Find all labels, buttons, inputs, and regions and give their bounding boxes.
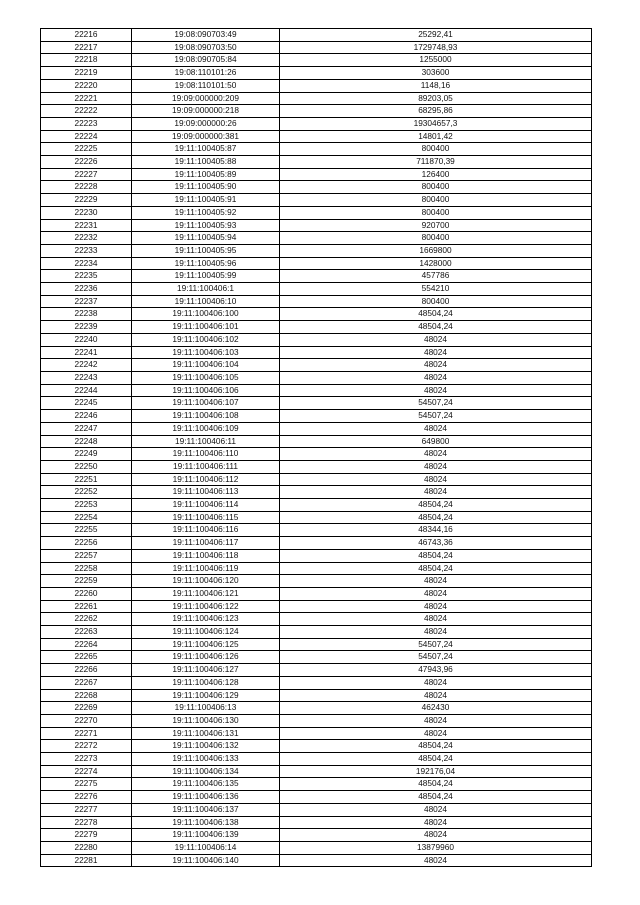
- row-number-cell: 22242: [41, 359, 132, 372]
- row-number-cell: 22240: [41, 333, 132, 346]
- row-number-cell: 22246: [41, 410, 132, 423]
- table-row: [41, 105, 592, 118]
- table-row: [41, 791, 592, 804]
- cadastral-number-cell: 19:11:100406:123: [132, 613, 280, 626]
- cadastral-number-cell: 19:11:100406:105: [132, 371, 280, 384]
- cadastral-number-cell: 19:11:100405:95: [132, 244, 280, 257]
- row-number-cell: 22241: [41, 346, 132, 359]
- value-cell: 48504,24: [280, 562, 592, 575]
- value-cell: 48024: [280, 854, 592, 867]
- cadastral-number-cell: 19:11:100406:124: [132, 626, 280, 639]
- table-row: [41, 460, 592, 473]
- cadastral-number-cell: 19:11:100406:102: [132, 333, 280, 346]
- table-row: [41, 575, 592, 588]
- table-row: [41, 371, 592, 384]
- table-row: [41, 664, 592, 677]
- cadastral-number-cell: 19:11:100406:132: [132, 740, 280, 753]
- row-number-cell: 22224: [41, 130, 132, 143]
- row-number-cell: 22231: [41, 219, 132, 232]
- table-row: [41, 92, 592, 105]
- cadastral-number-cell: 19:11:100406:10: [132, 295, 280, 308]
- row-number-cell: 22252: [41, 486, 132, 499]
- table-row: [41, 41, 592, 54]
- cadastral-number-cell: 19:11:100406:134: [132, 765, 280, 778]
- row-number-cell: 22273: [41, 753, 132, 766]
- table-row: [41, 714, 592, 727]
- cadastral-number-cell: 19:11:100406:133: [132, 753, 280, 766]
- row-number-cell: 22274: [41, 765, 132, 778]
- cadastral-number-cell: 19:11:100405:88: [132, 156, 280, 169]
- table-row: [41, 29, 592, 42]
- value-cell: 48024: [280, 689, 592, 702]
- table-row: [41, 54, 592, 67]
- value-cell: 711870,39: [280, 156, 592, 169]
- value-cell: 48024: [280, 829, 592, 842]
- value-cell: 48504,24: [280, 791, 592, 804]
- cadastral-number-cell: 19:11:100406:139: [132, 829, 280, 842]
- cadastral-number-cell: 19:11:100406:104: [132, 359, 280, 372]
- cadastral-number-cell: 19:11:100406:129: [132, 689, 280, 702]
- cadastral-number-cell: 19:11:100405:87: [132, 143, 280, 156]
- value-cell: 48024: [280, 626, 592, 639]
- table-row: [41, 422, 592, 435]
- table-row: [41, 257, 592, 270]
- cadastral-number-cell: 19:11:100405:90: [132, 181, 280, 194]
- cadastral-number-cell: 19:11:100406:131: [132, 727, 280, 740]
- table-row: [41, 613, 592, 626]
- cadastral-number-cell: 19:11:100406:14: [132, 842, 280, 855]
- table-row: [41, 803, 592, 816]
- value-cell: 19304657,3: [280, 117, 592, 130]
- table-row: [41, 397, 592, 410]
- cadastral-number-cell: 19:11:100406:130: [132, 714, 280, 727]
- row-number-cell: 22263: [41, 626, 132, 639]
- value-cell: 48024: [280, 676, 592, 689]
- row-number-cell: 22268: [41, 689, 132, 702]
- cadastral-number-cell: 19:11:100406:121: [132, 587, 280, 600]
- cadastral-number-cell: 19:08:090703:49: [132, 29, 280, 42]
- row-number-cell: 22259: [41, 575, 132, 588]
- value-cell: 800400: [280, 143, 592, 156]
- value-cell: 48024: [280, 803, 592, 816]
- table-row: [41, 295, 592, 308]
- row-number-cell: 22236: [41, 283, 132, 296]
- table-row: [41, 244, 592, 257]
- table-row: [41, 600, 592, 613]
- row-number-cell: 22233: [41, 244, 132, 257]
- value-cell: 48024: [280, 448, 592, 461]
- value-cell: 800400: [280, 194, 592, 207]
- table-row: [41, 549, 592, 562]
- table-row: [41, 117, 592, 130]
- row-number-cell: 22229: [41, 194, 132, 207]
- table-row: [41, 524, 592, 537]
- cadastral-number-cell: 19:11:100406:103: [132, 346, 280, 359]
- row-number-cell: 22219: [41, 67, 132, 80]
- row-number-cell: 22248: [41, 435, 132, 448]
- row-number-cell: 22222: [41, 105, 132, 118]
- cadastral-number-cell: 19:11:100406:138: [132, 816, 280, 829]
- table-row: [41, 346, 592, 359]
- cadastral-number-cell: 19:11:100406:122: [132, 600, 280, 613]
- value-cell: 48024: [280, 600, 592, 613]
- row-number-cell: 22243: [41, 371, 132, 384]
- row-number-cell: 22237: [41, 295, 132, 308]
- row-number-cell: 22269: [41, 702, 132, 715]
- value-cell: 48024: [280, 587, 592, 600]
- row-number-cell: 22271: [41, 727, 132, 740]
- table-row: [41, 219, 592, 232]
- row-number-cell: 22278: [41, 816, 132, 829]
- cadastral-number-cell: 19:11:100406:128: [132, 676, 280, 689]
- value-cell: 126400: [280, 168, 592, 181]
- row-number-cell: 22267: [41, 676, 132, 689]
- row-number-cell: 22232: [41, 232, 132, 245]
- table-row: [41, 651, 592, 664]
- value-cell: 649800: [280, 435, 592, 448]
- table-row: [41, 689, 592, 702]
- value-cell: 48504,24: [280, 778, 592, 791]
- row-number-cell: 22266: [41, 664, 132, 677]
- row-number-cell: 22275: [41, 778, 132, 791]
- value-cell: 1428000: [280, 257, 592, 270]
- cadastral-number-cell: 19:11:100406:111: [132, 460, 280, 473]
- value-cell: 48504,24: [280, 753, 592, 766]
- table-row: [41, 638, 592, 651]
- value-cell: 48024: [280, 346, 592, 359]
- table-row: [41, 308, 592, 321]
- table-row: [41, 676, 592, 689]
- value-cell: 25292,41: [280, 29, 592, 42]
- value-cell: 48024: [280, 613, 592, 626]
- row-number-cell: 22226: [41, 156, 132, 169]
- table-row: [41, 626, 592, 639]
- row-number-cell: 22249: [41, 448, 132, 461]
- value-cell: 48504,24: [280, 740, 592, 753]
- value-cell: 54507,24: [280, 397, 592, 410]
- cadastral-number-cell: 19:11:100406:117: [132, 537, 280, 550]
- row-number-cell: 22220: [41, 79, 132, 92]
- table-row: [41, 765, 592, 778]
- value-cell: 54507,24: [280, 410, 592, 423]
- value-cell: 48024: [280, 460, 592, 473]
- row-number-cell: 22257: [41, 549, 132, 562]
- row-number-cell: 22280: [41, 842, 132, 855]
- value-cell: 457786: [280, 270, 592, 283]
- value-cell: 54507,24: [280, 638, 592, 651]
- row-number-cell: 22254: [41, 511, 132, 524]
- cadastral-number-cell: 19:11:100406:112: [132, 473, 280, 486]
- row-number-cell: 22261: [41, 600, 132, 613]
- cadastral-number-cell: 19:09:000000:209: [132, 92, 280, 105]
- table-row: [41, 448, 592, 461]
- cadastral-number-cell: 19:08:110101:50: [132, 79, 280, 92]
- row-number-cell: 22270: [41, 714, 132, 727]
- cadastral-number-cell: 19:08:090705:84: [132, 54, 280, 67]
- cadastral-number-cell: 19:11:100406:1: [132, 283, 280, 296]
- cadastral-number-cell: 19:11:100405:94: [132, 232, 280, 245]
- row-number-cell: 22245: [41, 397, 132, 410]
- value-cell: 48504,24: [280, 308, 592, 321]
- cadastral-number-cell: 19:09:000000:218: [132, 105, 280, 118]
- cadastral-number-cell: 19:11:100406:116: [132, 524, 280, 537]
- cadastral-number-cell: 19:11:100406:119: [132, 562, 280, 575]
- value-cell: 800400: [280, 181, 592, 194]
- row-number-cell: 22251: [41, 473, 132, 486]
- table-row: [41, 702, 592, 715]
- table-row: [41, 499, 592, 512]
- value-cell: 800400: [280, 232, 592, 245]
- cadastral-number-cell: 19:11:100406:115: [132, 511, 280, 524]
- data-table: [40, 28, 592, 867]
- row-number-cell: 22223: [41, 117, 132, 130]
- table-row: [41, 270, 592, 283]
- table-body: [41, 29, 592, 867]
- table-row: [41, 79, 592, 92]
- table-row: [41, 778, 592, 791]
- table-row: [41, 829, 592, 842]
- table-row: [41, 740, 592, 753]
- value-cell: 47943,96: [280, 664, 592, 677]
- value-cell: 48024: [280, 371, 592, 384]
- cadastral-number-cell: 19:11:100406:13: [132, 702, 280, 715]
- cadastral-number-cell: 19:11:100406:106: [132, 384, 280, 397]
- cadastral-number-cell: 19:11:100406:100: [132, 308, 280, 321]
- value-cell: 48024: [280, 575, 592, 588]
- cadastral-number-cell: 19:11:100405:91: [132, 194, 280, 207]
- cadastral-number-cell: 19:11:100405:99: [132, 270, 280, 283]
- row-number-cell: 22281: [41, 854, 132, 867]
- table-row: [41, 333, 592, 346]
- row-number-cell: 22244: [41, 384, 132, 397]
- row-number-cell: 22255: [41, 524, 132, 537]
- table-row: [41, 435, 592, 448]
- value-cell: 46743,36: [280, 537, 592, 550]
- cadastral-number-cell: 19:11:100406:126: [132, 651, 280, 664]
- table-row: [41, 359, 592, 372]
- table-row: [41, 168, 592, 181]
- table-row: [41, 194, 592, 207]
- value-cell: 48024: [280, 486, 592, 499]
- value-cell: 48504,24: [280, 511, 592, 524]
- value-cell: 554210: [280, 283, 592, 296]
- table-row: [41, 410, 592, 423]
- row-number-cell: 22279: [41, 829, 132, 842]
- cadastral-number-cell: 19:08:090703:50: [132, 41, 280, 54]
- cadastral-number-cell: 19:11:100406:109: [132, 422, 280, 435]
- row-number-cell: 22272: [41, 740, 132, 753]
- cadastral-number-cell: 19:11:100406:135: [132, 778, 280, 791]
- value-cell: 303600: [280, 67, 592, 80]
- cadastral-number-cell: 19:11:100405:93: [132, 219, 280, 232]
- cadastral-number-cell: 19:11:100406:140: [132, 854, 280, 867]
- cadastral-number-cell: 19:11:100406:120: [132, 575, 280, 588]
- value-cell: 192176,04: [280, 765, 592, 778]
- value-cell: 48024: [280, 333, 592, 346]
- row-number-cell: 22230: [41, 206, 132, 219]
- row-number-cell: 22221: [41, 92, 132, 105]
- table-row: [41, 562, 592, 575]
- table-row: [41, 156, 592, 169]
- value-cell: 462430: [280, 702, 592, 715]
- row-number-cell: 22234: [41, 257, 132, 270]
- table-row: [41, 143, 592, 156]
- cadastral-number-cell: 19:11:100406:113: [132, 486, 280, 499]
- table-row: [41, 854, 592, 867]
- value-cell: 89203,05: [280, 92, 592, 105]
- table-row: [41, 67, 592, 80]
- cadastral-number-cell: 19:09:000000:381: [132, 130, 280, 143]
- row-number-cell: 22228: [41, 181, 132, 194]
- table-row: [41, 842, 592, 855]
- table-row: [41, 486, 592, 499]
- row-number-cell: 22276: [41, 791, 132, 804]
- table-row: [41, 181, 592, 194]
- cadastral-number-cell: 19:11:100406:101: [132, 321, 280, 334]
- cadastral-number-cell: 19:11:100405:89: [132, 168, 280, 181]
- cadastral-number-cell: 19:11:100406:118: [132, 549, 280, 562]
- table-row: [41, 727, 592, 740]
- table-row: [41, 511, 592, 524]
- row-number-cell: 22235: [41, 270, 132, 283]
- cadastral-number-cell: 19:11:100406:127: [132, 664, 280, 677]
- table-row: [41, 321, 592, 334]
- value-cell: 68295,86: [280, 105, 592, 118]
- table-row: [41, 537, 592, 550]
- row-number-cell: 22258: [41, 562, 132, 575]
- table-row: [41, 816, 592, 829]
- row-number-cell: 22227: [41, 168, 132, 181]
- value-cell: 48024: [280, 816, 592, 829]
- value-cell: 48504,24: [280, 549, 592, 562]
- value-cell: 48504,24: [280, 321, 592, 334]
- value-cell: 920700: [280, 219, 592, 232]
- cadastral-number-cell: 19:11:100406:107: [132, 397, 280, 410]
- row-number-cell: 22225: [41, 143, 132, 156]
- value-cell: 1669800: [280, 244, 592, 257]
- value-cell: 48024: [280, 422, 592, 435]
- value-cell: 14801,42: [280, 130, 592, 143]
- value-cell: 1729748,93: [280, 41, 592, 54]
- table-row: [41, 473, 592, 486]
- cadastral-number-cell: 19:11:100406:137: [132, 803, 280, 816]
- cadastral-number-cell: 19:09:000000:26: [132, 117, 280, 130]
- cadastral-number-cell: 19:11:100406:114: [132, 499, 280, 512]
- table-row: [41, 384, 592, 397]
- table-row: [41, 206, 592, 219]
- value-cell: 800400: [280, 206, 592, 219]
- cadastral-number-cell: 19:11:100406:110: [132, 448, 280, 461]
- value-cell: 1148,16: [280, 79, 592, 92]
- row-number-cell: 22264: [41, 638, 132, 651]
- value-cell: 48504,24: [280, 499, 592, 512]
- row-number-cell: 22253: [41, 499, 132, 512]
- table-row: [41, 232, 592, 245]
- value-cell: 48024: [280, 473, 592, 486]
- value-cell: 13879960: [280, 842, 592, 855]
- table-row: [41, 587, 592, 600]
- value-cell: 800400: [280, 295, 592, 308]
- cadastral-number-cell: 19:11:100405:96: [132, 257, 280, 270]
- row-number-cell: 22256: [41, 537, 132, 550]
- document-page: [40, 28, 592, 867]
- value-cell: 48344,16: [280, 524, 592, 537]
- cadastral-number-cell: 19:11:100406:125: [132, 638, 280, 651]
- cadastral-number-cell: 19:11:100406:11: [132, 435, 280, 448]
- value-cell: 48024: [280, 714, 592, 727]
- row-number-cell: 22217: [41, 41, 132, 54]
- row-number-cell: 22262: [41, 613, 132, 626]
- table-row: [41, 753, 592, 766]
- value-cell: 48024: [280, 384, 592, 397]
- row-number-cell: 22218: [41, 54, 132, 67]
- value-cell: 1255000: [280, 54, 592, 67]
- row-number-cell: 22250: [41, 460, 132, 473]
- value-cell: 48024: [280, 359, 592, 372]
- row-number-cell: 22260: [41, 587, 132, 600]
- cadastral-number-cell: 19:08:110101:26: [132, 67, 280, 80]
- cadastral-number-cell: 19:11:100406:136: [132, 791, 280, 804]
- row-number-cell: 22239: [41, 321, 132, 334]
- cadastral-number-cell: 19:11:100405:92: [132, 206, 280, 219]
- row-number-cell: 22216: [41, 29, 132, 42]
- row-number-cell: 22247: [41, 422, 132, 435]
- row-number-cell: 22238: [41, 308, 132, 321]
- table-row: [41, 283, 592, 296]
- row-number-cell: 22265: [41, 651, 132, 664]
- cadastral-number-cell: 19:11:100406:108: [132, 410, 280, 423]
- value-cell: 48024: [280, 727, 592, 740]
- value-cell: 54507,24: [280, 651, 592, 664]
- table-row: [41, 130, 592, 143]
- row-number-cell: 22277: [41, 803, 132, 816]
